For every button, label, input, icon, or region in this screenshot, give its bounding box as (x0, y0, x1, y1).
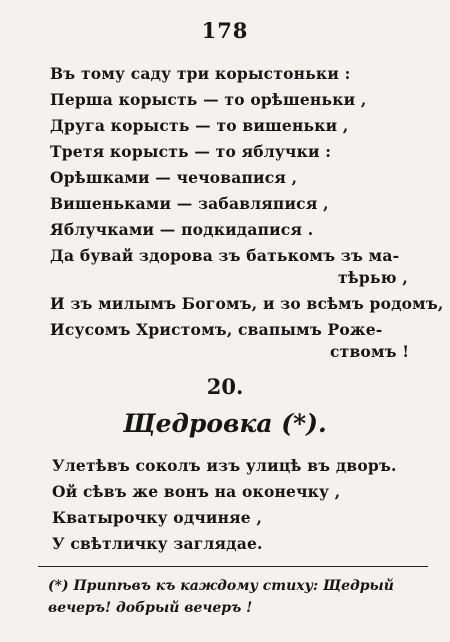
verse-line-1: Въ тому саду три корыстоньки : (50, 64, 351, 83)
footnote-divider (38, 566, 428, 567)
verse-line-3: Друга корысть — то вишеньки , (50, 116, 349, 135)
verse-line-12: ствомъ ! (330, 342, 410, 361)
page-number: 178 (201, 18, 249, 43)
verse-line-4: Третя корысть — то яблучки : (50, 142, 332, 161)
verse-line-8: Да бувай здорова зъ батькомъ зъ ма- (50, 246, 400, 265)
verse-line-6: Вишеньками — забавляпися , (50, 194, 329, 213)
song-line-1: Улетѣвъ соколъ изъ улицѣ въ дворъ. (52, 456, 397, 475)
song-line-2: Ой сѣвъ же вонъ на оконечку , (52, 482, 341, 501)
verse-line-10: И зъ милымъ Богомъ, и зо всѣмъ родомъ, (50, 294, 444, 313)
footnote-line-1: (*) Припѣвъ къ каждому стиху: Щедрый (48, 578, 394, 594)
footnote-line-2: вечеръ! добрый вечеръ ! (48, 600, 253, 616)
song-line-4: У свѣтличку заглядае. (52, 534, 263, 553)
section-title: Щедровка (*). (123, 409, 327, 438)
section-number: 20. (206, 374, 244, 399)
verse-line-9: тѣрью , (338, 268, 408, 287)
verse-line-2: Перша корысть — то орѣшеньки , (50, 90, 367, 109)
verse-line-7: Яблучками — подкидапися . (50, 220, 314, 239)
verse-line-5: Орѣшками — чечовапися , (50, 168, 298, 187)
verse-line-11: Исусомъ Христомъ, свапымъ Роже- (50, 320, 383, 339)
song-line-3: Кватырочку одчиняе , (52, 508, 263, 527)
